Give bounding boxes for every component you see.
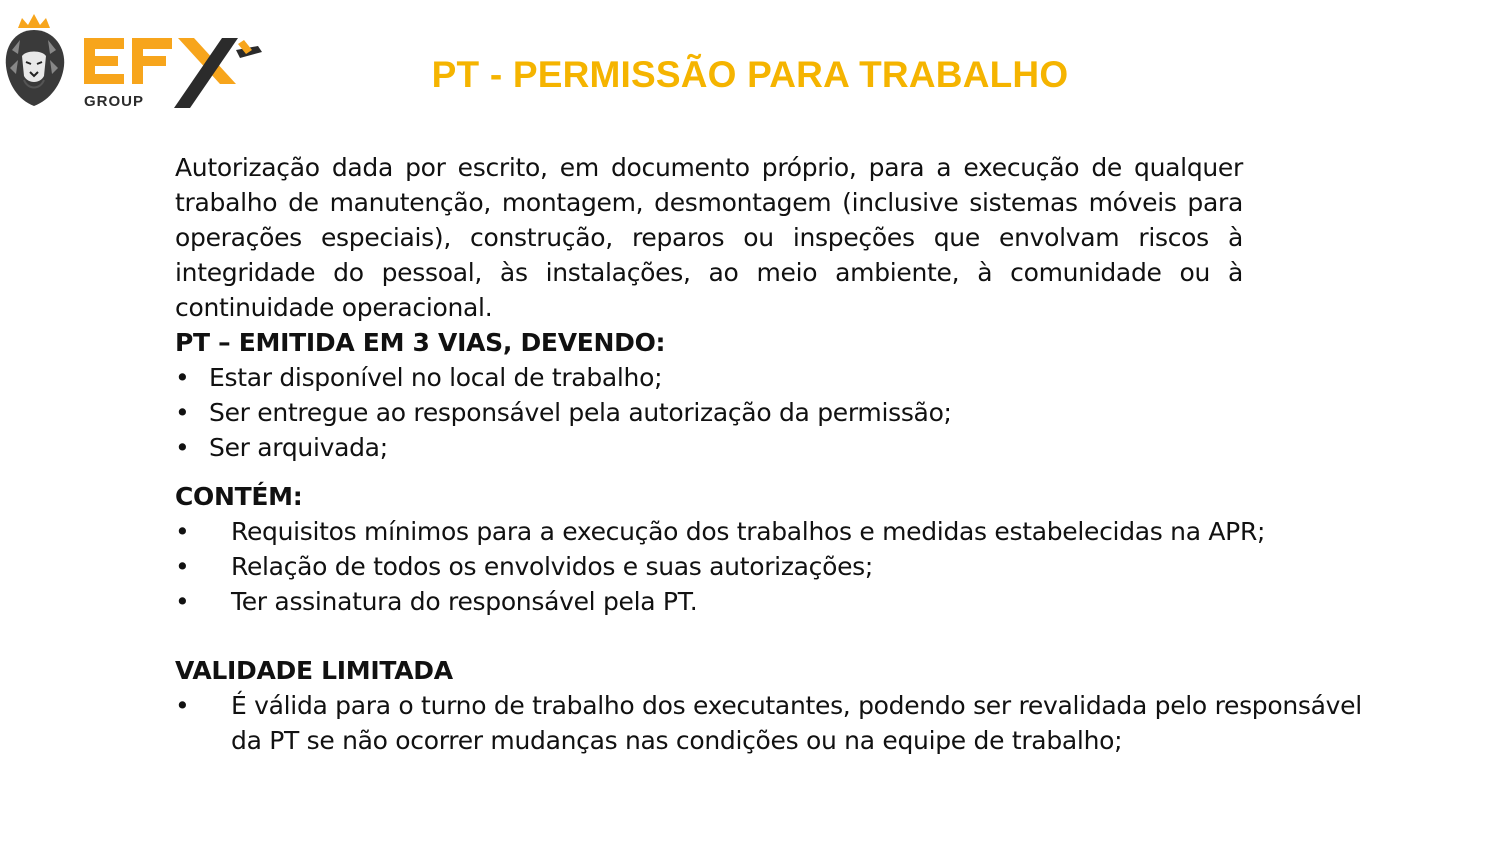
validade-heading: VALIDADE LIMITADA: [175, 656, 453, 685]
bullet-icon: •: [175, 363, 190, 392]
contem-heading: CONTÉM:: [175, 482, 303, 511]
bullet-icon: •: [175, 552, 190, 581]
list-item: [175, 584, 1475, 619]
contem-list: [175, 514, 1475, 619]
bullet-icon: •: [175, 587, 190, 616]
intro-paragraph: Autorização dada por escrito, em documento próprio, para a execução de qualquer trabalho de manutenção, montagem, desmontagem (inclusive sistemas móveis para operações especiais), construção, reparos ou inspeções que envolvam riscos à integridade do pessoal, às instalações, ao meio ambiente, à comunidade ou à continuidade operacional.: [175, 153, 1243, 322]
vias-list: [175, 360, 1475, 465]
list-item: [175, 549, 1475, 584]
bullet-icon: •: [175, 517, 190, 546]
list-item: [175, 688, 1391, 758]
list-item-text: É válida para o turno de trabalho dos executantes, podendo ser revalidada pelo responsável da PT se não ocorrer mudanças nas condições ou na equipe de trabalho;: [231, 691, 1362, 755]
bullet-icon: •: [175, 433, 190, 462]
bullet-icon: •: [175, 398, 190, 427]
list-item: [175, 360, 1475, 395]
list-item: [175, 514, 1475, 549]
list-item-text: Relação de todos os envolvidos e suas autorizações;: [231, 552, 874, 581]
validade-list: [175, 688, 1475, 758]
list-item: [175, 395, 1475, 430]
svg-text:GROUP: GROUP: [84, 93, 145, 110]
list-item-text: Ser arquivada;: [209, 433, 388, 462]
list-item-text: Requisitos mínimos para a execução dos trabalhos e medidas estabelecidas na APR;: [231, 517, 1266, 546]
list-item: [175, 430, 1475, 465]
main-content: [175, 150, 1475, 758]
bullet-icon: •: [175, 691, 190, 720]
list-item-text: Ter assinatura do responsável pela PT.: [231, 587, 698, 616]
vias-heading: PT – EMITIDA EM 3 VIAS, DEVENDO:: [175, 328, 666, 357]
list-item-text: Estar disponível no local de trabalho;: [209, 363, 663, 392]
page-title: PT - PERMISSÃO PARA TRABALHO: [431, 54, 1069, 95]
list-item-text: Ser entregue ao responsável pela autorização da permissão;: [209, 398, 952, 427]
